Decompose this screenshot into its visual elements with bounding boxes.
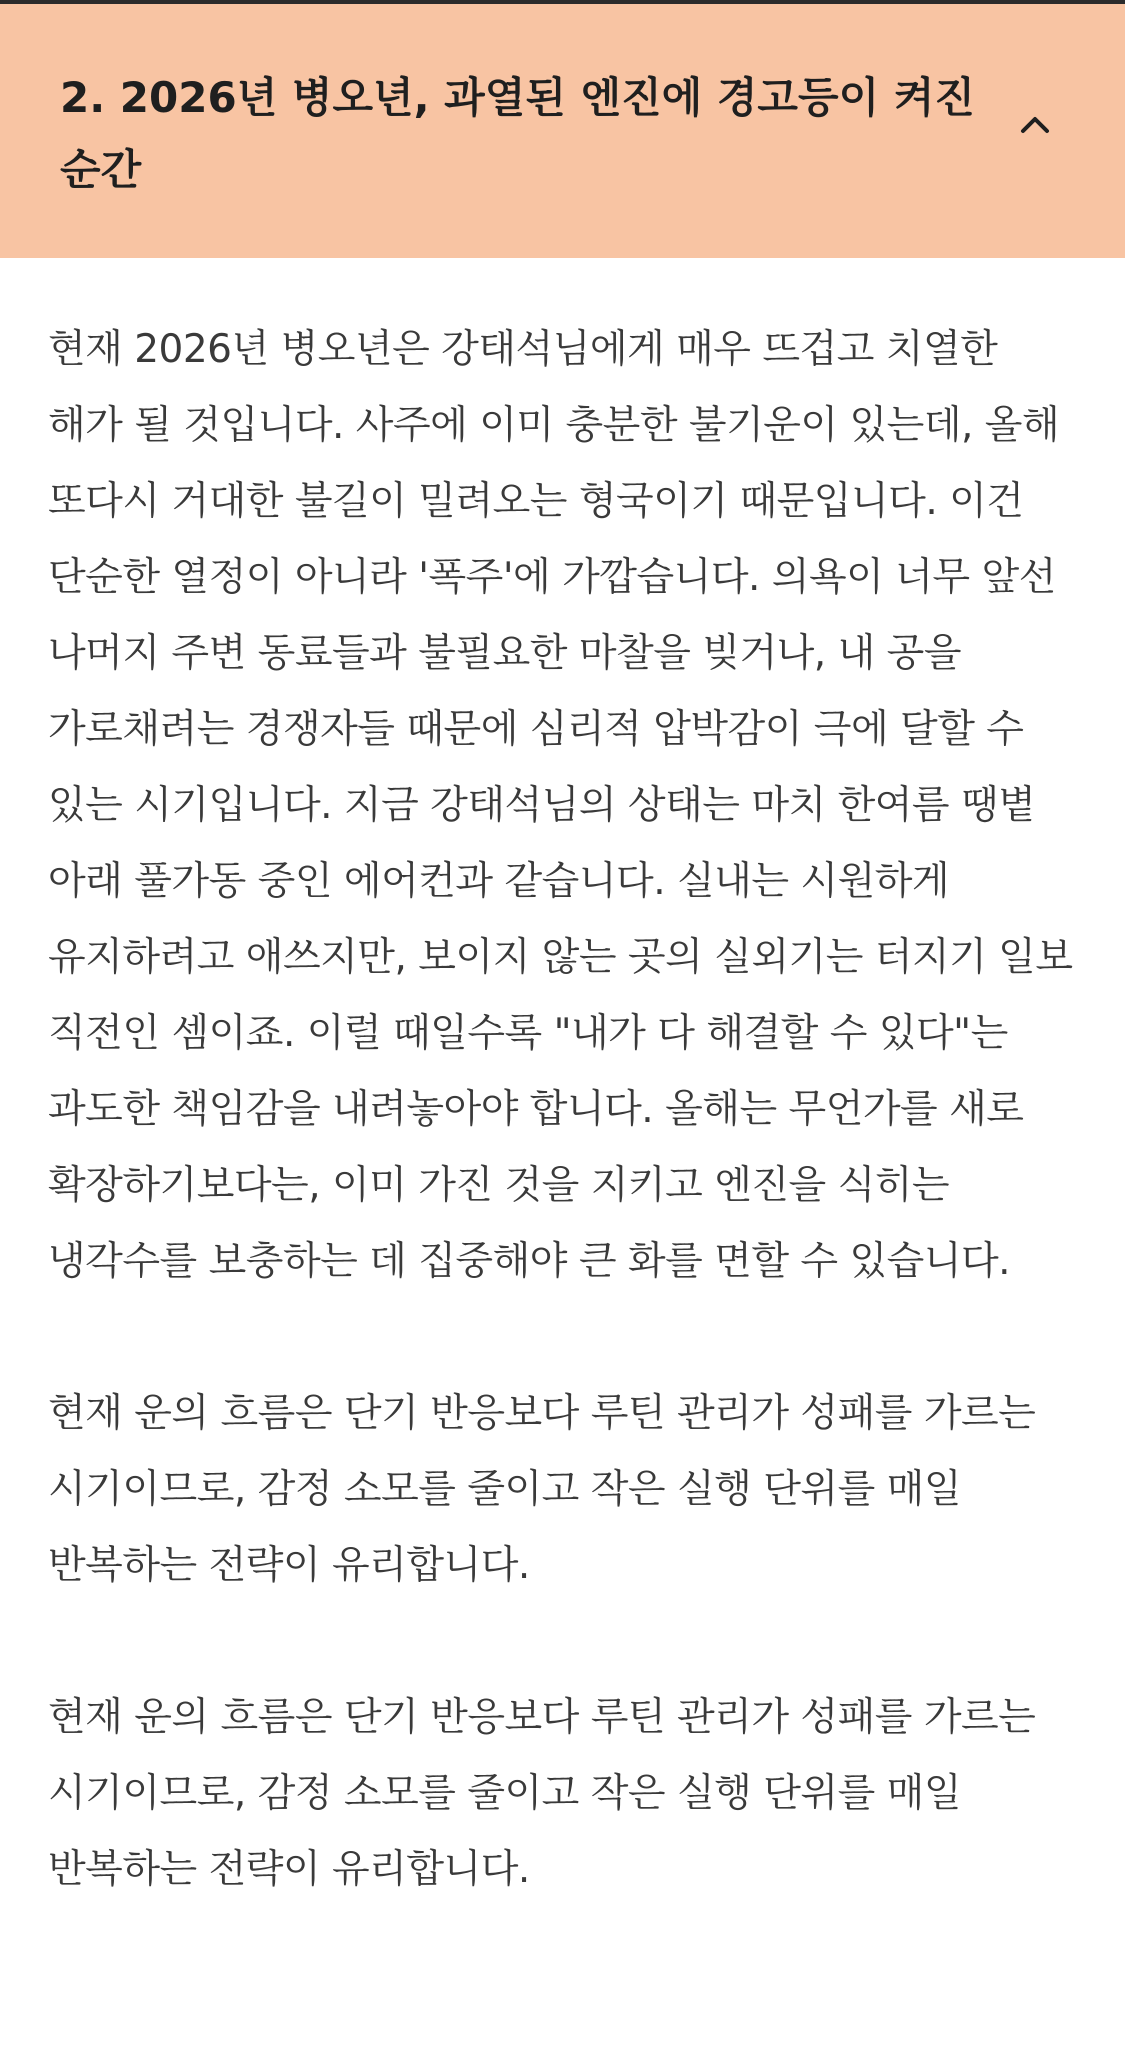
paragraph-main: 현재 2026년 병오년은 강태석님에게 매우 뜨겁고 치열한 해가 될 것입니다. 사주에 이미 충분한 불기운이 있는데, 올해 또다시 거대한 불길이 밀려오는 형국이기 때문입니다. 이건 단순한 열정이 아니라 '폭주'에 가깝습니다. 의욕이 너무 앞선 나머지 주변 동료들과 불필요한 마찰을 빚거나, 내 공을 가로채려는 경쟁자들 때문에 심리적 압박감이 극에 달할 수 있는 시기입니다. 지금 강태석님의 상태는 마치 한여름 땡볕 아래 풀가동 중인 에어컨과 같습니다. 실내는 시원하게 유지하려고 애쓰지만, 보이지 않는 곳의 실외기는 터지기 일보 직전인 셈이죠. 이럴 때일수록 "내가 다 해결할 수 있다"는 과도한 책임감을 내려놓아야 합니다. 올해는 무언가를 새로 확장하기보다는, 이미 가진 것을 지키고 엔진을 식히는 냉각수를 보충하는 데 집중해야 큰 화를 면할 수 있습니다. bbox=[48, 327, 1073, 1284]
paragraph-tip-repeat: 현재 운의 흐름은 단기 반응보다 루틴 관리가 성패를 가르는 시기이므로, 감정 소모를 줄이고 작은 실행 단위를 매일 반복하는 전략이 유리합니다. bbox=[48, 1695, 1036, 1892]
accordion-body bbox=[0, 258, 1125, 1908]
chevron-up-icon[interactable] bbox=[1013, 104, 1057, 148]
accordion-section bbox=[0, 4, 1125, 1908]
paragraph-tip: 현재 운의 흐름은 단기 반응보다 루틴 관리가 성패를 가르는 시기이므로, 감정 소모를 줄이고 작은 실행 단위를 매일 반복하는 전략이 유리합니다. bbox=[48, 1391, 1036, 1588]
accordion-header[interactable] bbox=[0, 4, 1125, 258]
section-title: 2. 2026년 병오년, 과열된 엔진에 경고등이 켜진 순간 bbox=[60, 73, 975, 194]
